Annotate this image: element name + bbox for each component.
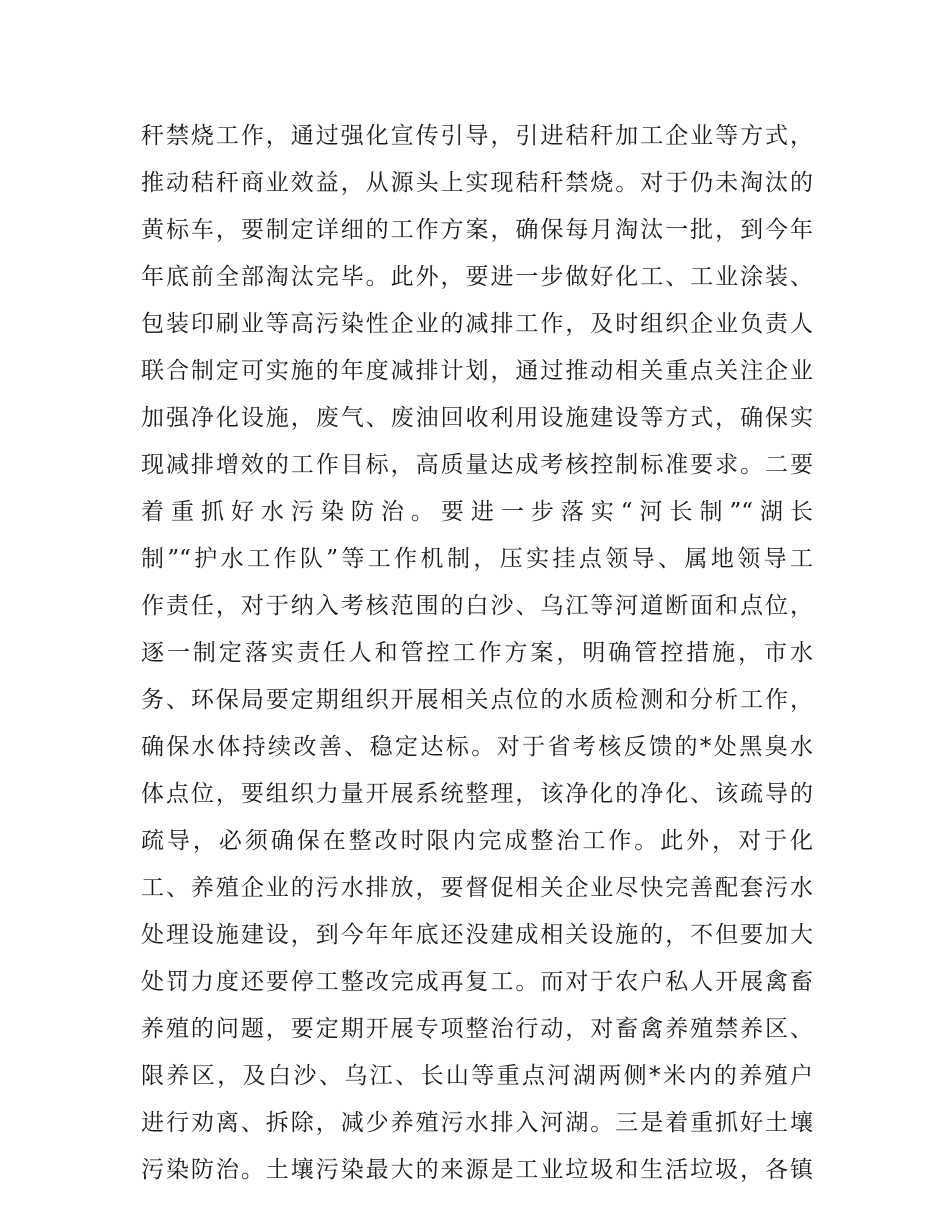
- text-line-5: 包装印刷业等高污染性企业的减排工作，及时组织企业负责人: [141, 311, 813, 337]
- text-line-23: 污染防治。土壤污染最大的来源是工业垃圾和生活垃圾，各镇: [141, 1157, 813, 1183]
- document-body: [141, 113, 813, 1194]
- text-line-12: 逐一制定落实责任人和管控工作方案，明确管控措施，市水: [141, 640, 813, 666]
- text-line-17: 工、养殖企业的污水排放，要督促相关企业尽快完善配套污水: [141, 875, 813, 901]
- text-line-15: 体点位，要组织力量开展系统整理，该净化的净化、该疏导的: [141, 781, 813, 807]
- text-line-16: 疏导，必须确保在整改时限内完成整治工作。此外，对于化: [141, 828, 813, 854]
- text-line-4: 年底前全部淘汰完毕。此外，要进一步做好化工、工业涂装、: [141, 264, 813, 290]
- text-line-18: 处理设施建设，到今年年底还没建成相关设施的，不但要加大: [141, 922, 813, 948]
- text-line-7: 加强净化设施，废气、废油回收利用设施建设等方式，确保实: [141, 405, 813, 431]
- text-line-1: 秆禁烧工作，通过强化宣传引导，引进秸秆加工企业等方式，: [141, 123, 813, 149]
- text-line-11: 作责任，对于纳入考核范围的白沙、乌江等河道断面和点位，: [141, 593, 813, 619]
- text-line-22: 进行劝离、拆除，减少养殖污水排入河湖。三是着重抓好土壤: [141, 1110, 813, 1136]
- text-line-10: 制”“护水工作队”等工作机制，压实挂点领导、属地领导工: [141, 546, 813, 572]
- text-line-13: 务、环保局要定期组织开展相关点位的水质检测和分析工作，: [141, 687, 813, 713]
- text-line-2: 推动秸秆商业效益，从源头上实现秸秆禁烧。对于仍未淘汰的: [141, 170, 813, 196]
- text-line-8: 现减排增效的工作目标，高质量达成考核控制标准要求。二要: [141, 452, 813, 478]
- text-line-19: 处罚力度还要停工整改完成再复工。而对于农户私人开展禽畜: [141, 969, 813, 995]
- text-line-3: 黄标车，要制定详细的工作方案，确保每月淘汰一批，到今年: [141, 217, 813, 243]
- text-line-6: 联合制定可实施的年度减排计划，通过推动相关重点关注企业: [141, 358, 813, 384]
- text-line-9: 着重抓好水污染防治。要进一步落实“河长制”“湖长: [141, 499, 813, 525]
- text-line-14: 确保水体持续改善、稳定达标。对于省考核反馈的*处黑臭水: [141, 734, 813, 760]
- text-line-20: 养殖的问题，要定期开展专项整治行动，对畜禽养殖禁养区、: [141, 1016, 813, 1042]
- text-line-21: 限养区，及白沙、乌江、长山等重点河湖两侧*米内的养殖户: [141, 1063, 813, 1089]
